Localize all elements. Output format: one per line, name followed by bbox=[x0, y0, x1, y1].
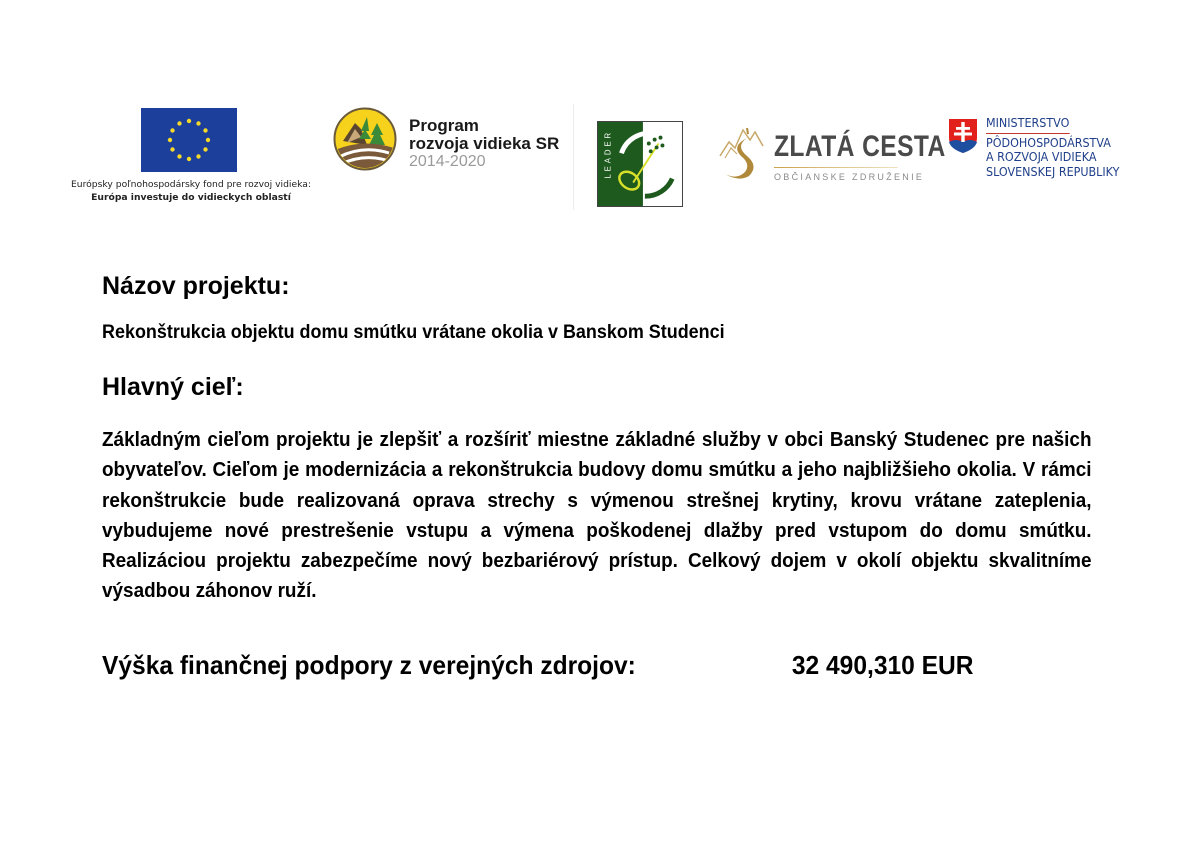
zlata-cesta-title: ZLATÁ CESTA bbox=[774, 130, 946, 163]
prv-logo-text bbox=[409, 117, 559, 170]
funding-label: Výška finančnej podpory z verejných zdrojov: bbox=[102, 650, 636, 680]
ministry-line4: SLOVENSKEJ REPUBLIKY bbox=[986, 164, 1120, 179]
funding-amount: 32 490,310 EUR bbox=[791, 650, 974, 680]
ministry-line1: MINISTERSTVO bbox=[986, 116, 1069, 134]
prv-line1: Program bbox=[409, 116, 479, 135]
eu-caption-line1: Európsky poľnohospodársky fond pre rozvoj vidieka: bbox=[70, 179, 312, 190]
prv-line2: rozvoja vidieka SR bbox=[409, 134, 560, 153]
ministry-line3: A ROZVOJA VIDIEKA bbox=[986, 150, 1097, 164]
ministry-logo-text bbox=[986, 116, 1129, 179]
golden-path-emblem-icon bbox=[717, 122, 767, 184]
funding-row bbox=[102, 650, 974, 681]
ministry-line2: PÔDOHOSPODÁRSTVA bbox=[986, 135, 1111, 150]
eu-flag-icon bbox=[141, 108, 237, 172]
slovak-coat-of-arms-icon bbox=[948, 118, 978, 154]
prv-line3: 2014-2020 bbox=[409, 153, 486, 170]
svg-text:LEADER: LEADER bbox=[603, 129, 613, 179]
logo-divider bbox=[573, 104, 574, 210]
eu-caption bbox=[60, 178, 322, 204]
leader-logo-icon bbox=[597, 121, 683, 207]
rural-landscape-emblem-icon bbox=[333, 107, 397, 171]
zlata-cesta-divider bbox=[774, 167, 898, 168]
project-name: Rekonštrukcia objektu domu smútku vrátane okolia v Banskom Studenci bbox=[102, 322, 725, 343]
main-goal-text: Základným cieľom projektu je zlepšiť a rozšíriť miestne základné služby v obci Banský Studenec pre našich obyvateľov. Cieľom je modernizácia a rekonštrukcia budovy domu smútku a jeho najbližšieho okolia. V rámci rekonštrukcie bude realizovaná oprava strechy s výmenou strešnej krytiny, krovu vrátane zateplenia, vybudujeme nové prestrešenie vstupu a výmena poškodenej dlažby pred vstupom do domu smútku. Realizáciou projektu zabezpečíme nový bezbariérový prístup. Celkový dojem v okolí objektu skvalitníme výsadbou záhonov ruží. bbox=[102, 429, 1092, 603]
project-name-heading: Názov projektu: bbox=[102, 272, 290, 300]
main-goal-heading: Hlavný cieľ: bbox=[102, 373, 244, 401]
zlata-cesta-subtitle: OBČIANSKE ZDRUŽENIE bbox=[774, 172, 925, 182]
eu-caption-line2: Európa investuje do vidieckych oblastí bbox=[91, 192, 291, 203]
